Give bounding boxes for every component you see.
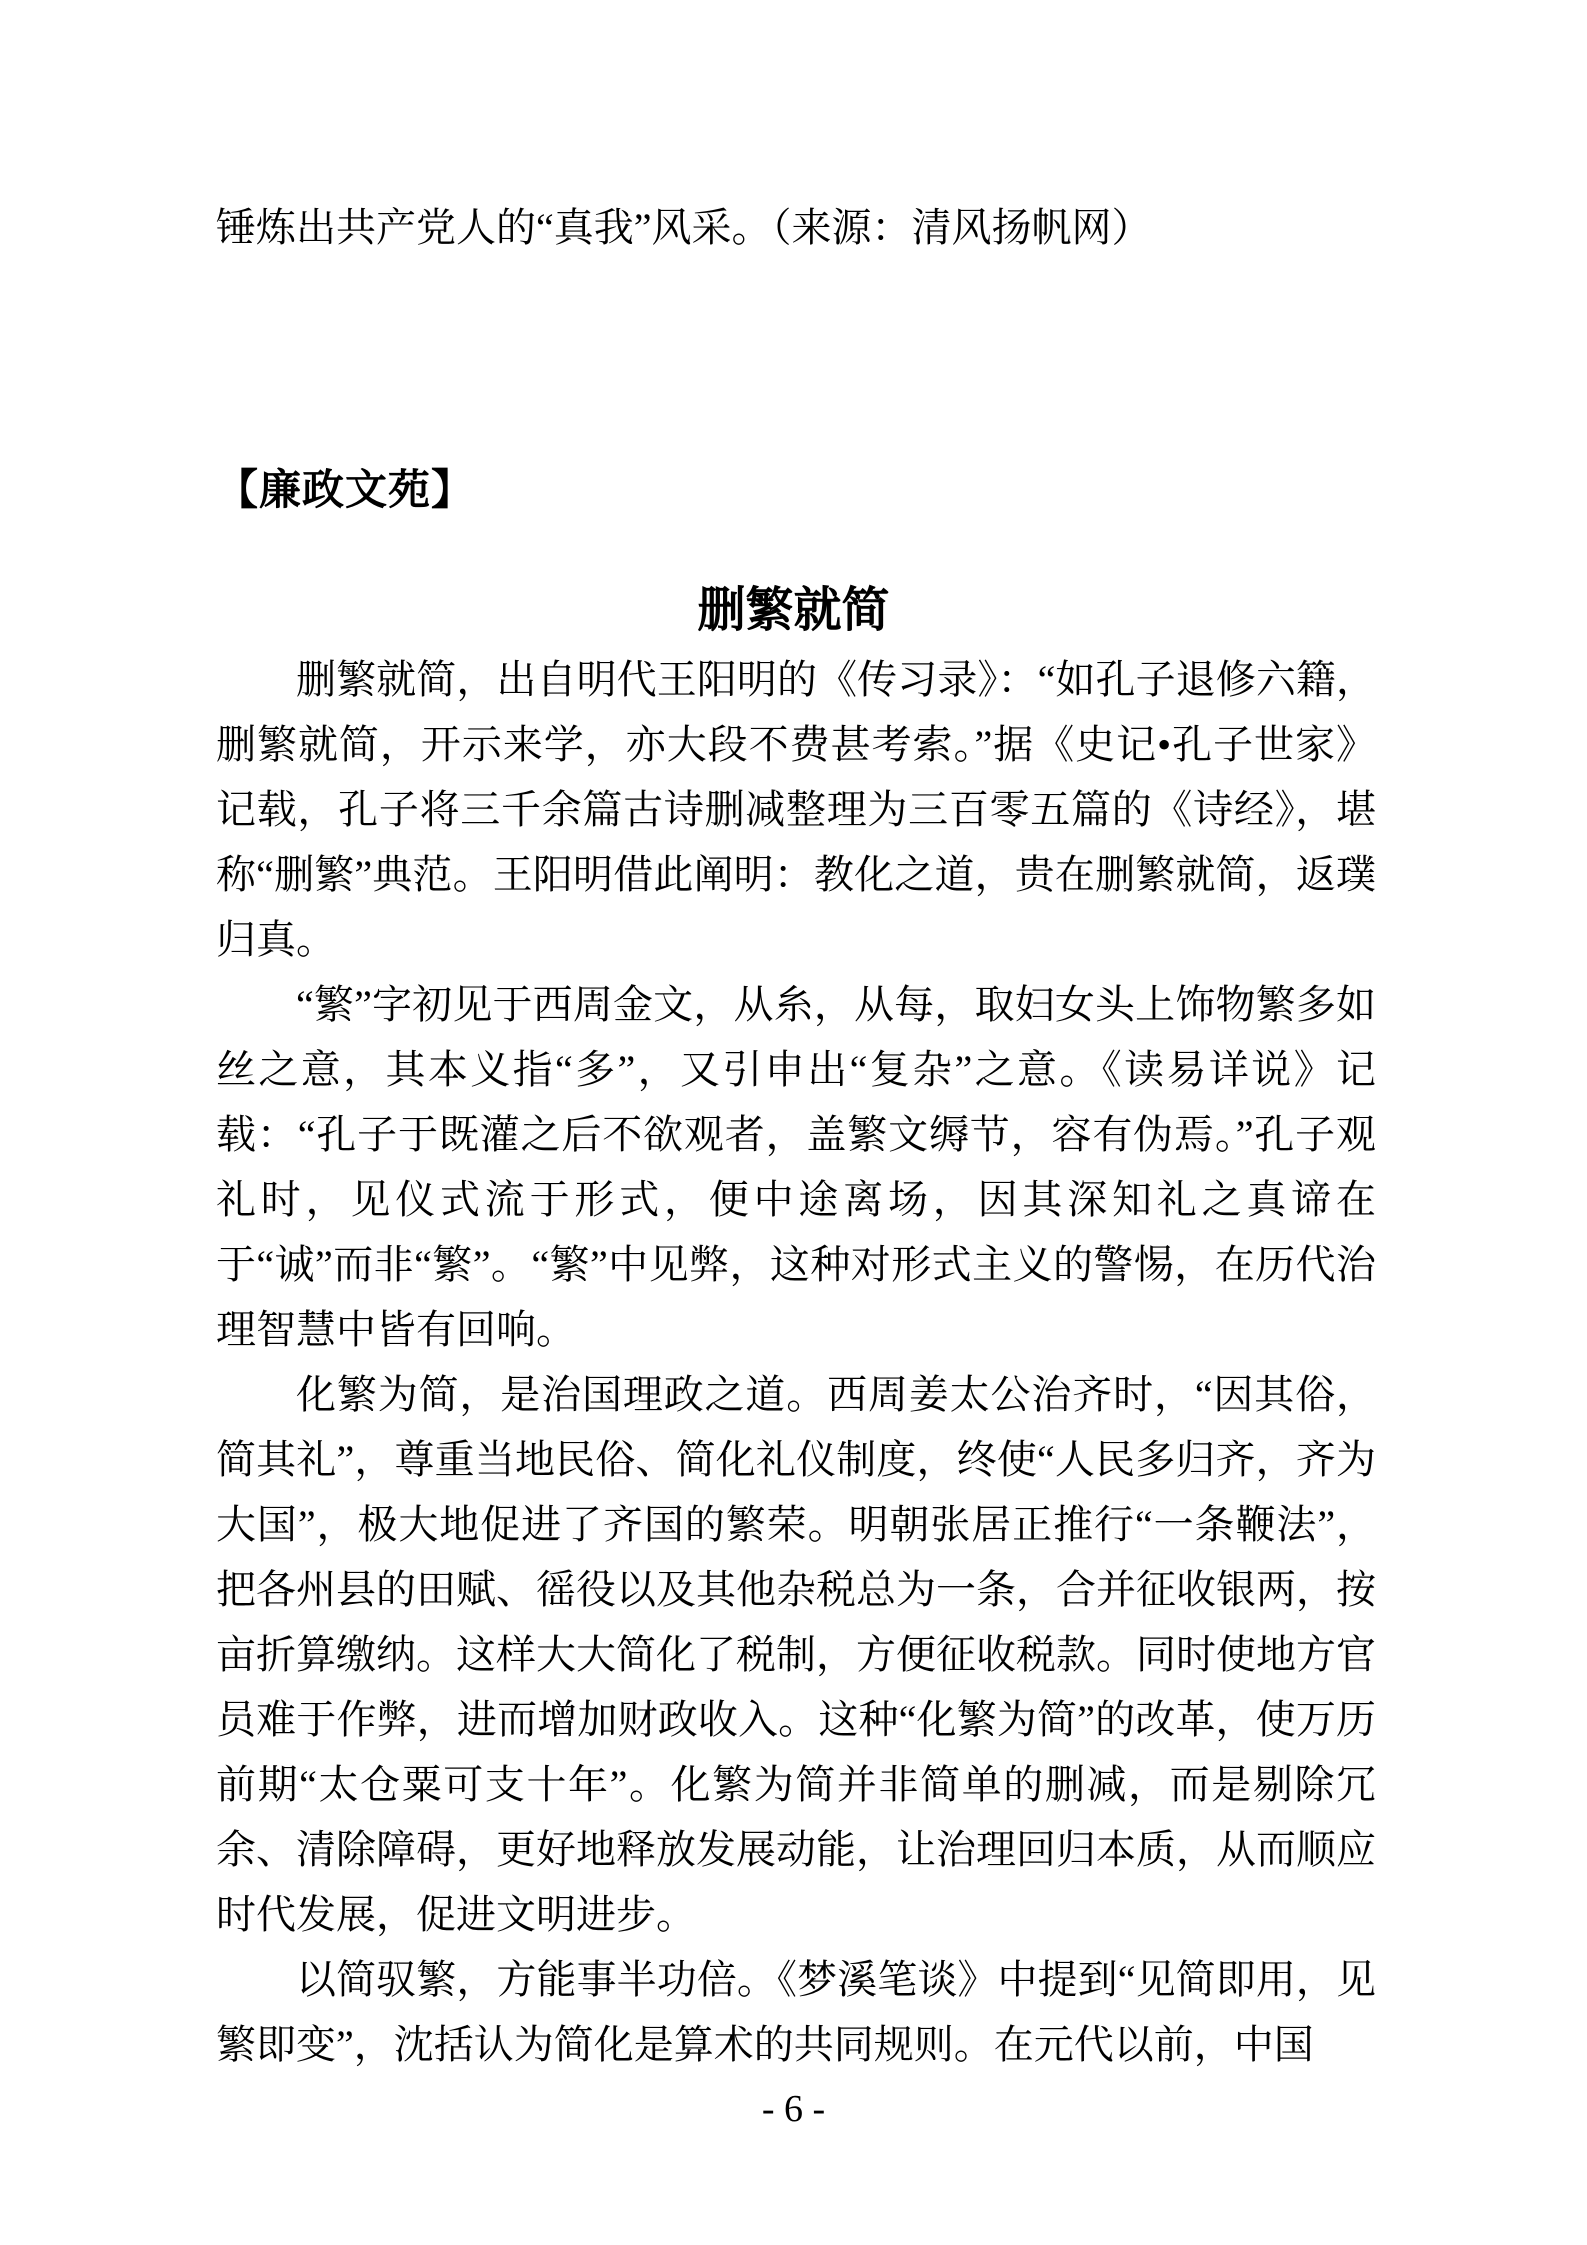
continuation-paragraph: 锤炼出共产党人的“真我”风采。（来源：清风扬帆网） xyxy=(216,205,1152,250)
article-body xyxy=(216,647,1376,2077)
article-paragraph-1: 删繁就简，出自明代王阳明的《传习录》：“如孔子退修六籍，删繁就简，开示来学，亦大段不费甚考索。”据《史记•孔子世家》记载，孔子将三千余篇古诗删减整理为三百零五篇的《诗经》，堪称“删繁”典范。王阳明借此阐明：教化之道，贵在删繁就简，返璞归真。 xyxy=(216,657,1376,962)
article-paragraph-3: 化繁为简，是治国理政之道。西周姜太公治齐时，“因其俗，简其礼”，尊重当地民俗、简化礼仪制度，终使“人民多归齐，齐为大国”，极大地促进了齐国的繁荣。明朝张居正推行“一条鞭法”，把各州县的田赋、徭役以及其他杂税总为一条，合并征收银两，按亩折算缴纳。这样大大简化了税制，方便征收税款。同时使地方官员难于作弊，进而增加财政收入。这种“化繁为简”的改革，使万历前期“太仓粟可支十年”。化繁为简并非简单的删减，而是剔除冗余、清除障碍，更好地释放发展动能，让治理回归本质，从而顺应时代发展，促进文明进步。 xyxy=(216,1372,1376,1937)
article-paragraph-4: 以简驭繁，方能事半功倍。《梦溪笔谈》中提到“见简即用，见繁即变”，沈括认为简化是算术的共同规则。在元代以前，中国 xyxy=(216,1957,1376,2067)
article-paragraph-2: “繁”字初见于西周金文，从糸，从每，取妇女头上饰物繁多如丝之意，其本义指“多”，又引申出“复杂”之意。《读易详说》记载：“孔子于既灌之后不欲观者，盖繁文缛节，容有伪焉。”孔子观礼时，见仪式流于形式，便中途离场，因其深知礼之真谛在于“诚”而非“繁”。“繁”中见弊，这种对形式主义的警惕，在历代治理智慧中皆有回响。 xyxy=(216,982,1376,1352)
page-number: - 6 - xyxy=(761,2088,826,2130)
article-title: 删繁就简 xyxy=(697,584,890,637)
section-header: 【廉政文苑】 xyxy=(216,468,475,514)
